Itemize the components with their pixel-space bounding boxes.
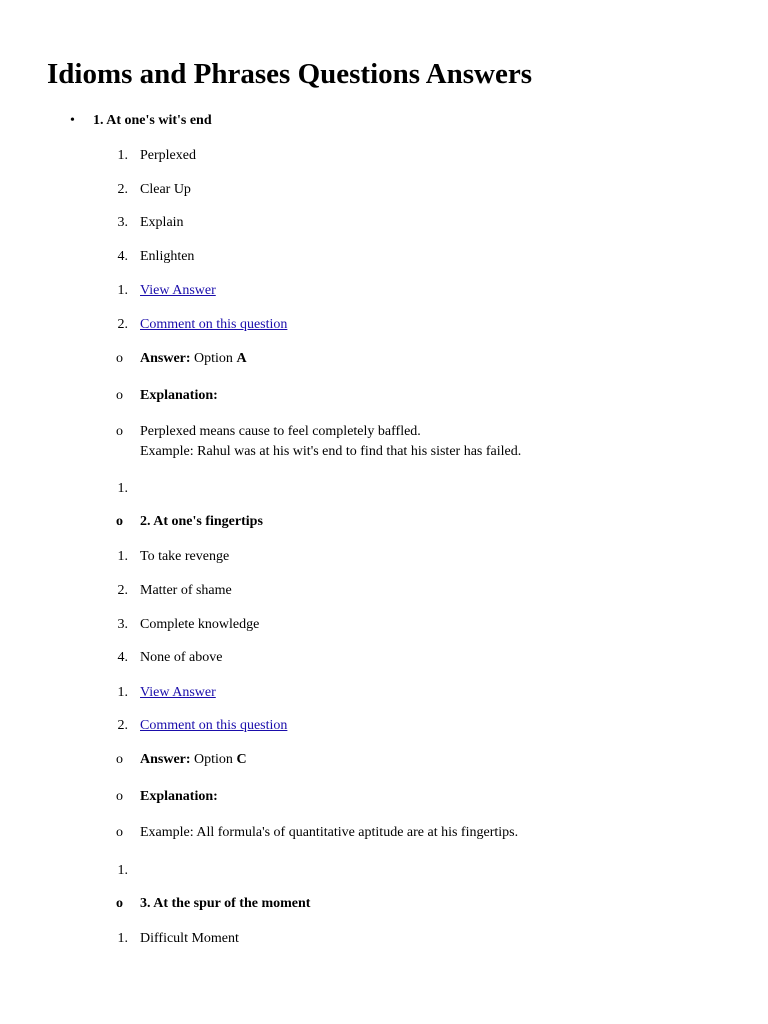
view-answer-link[interactable]: View Answer [140, 685, 216, 700]
list-number: 2. [117, 718, 128, 733]
explanation-label: Explanation: [140, 789, 218, 804]
option-text: Clear Up [140, 182, 191, 197]
question-2-heading: 2. At one's fingertips [140, 514, 263, 529]
circle-bullet: o [116, 388, 123, 403]
bullet-marker: • [70, 113, 75, 128]
comment-link[interactable]: Comment on this question [140, 317, 288, 332]
answer-label: Answer: [140, 752, 191, 767]
explanation-line-1: Perplexed means cause to feel completely baffled. [140, 424, 421, 439]
answer-text: Option [194, 752, 233, 767]
answer-text: Option [194, 351, 233, 366]
option-text: Enlighten [140, 249, 195, 264]
comment-link[interactable]: Comment on this question [140, 718, 288, 733]
circle-bullet: o [116, 514, 123, 529]
page-title: Idioms and Phrases Questions Answers [47, 58, 533, 90]
option-text: Explain [140, 215, 184, 230]
circle-bullet: o [116, 896, 123, 911]
list-number: 2. [117, 583, 128, 598]
list-number: 1. [117, 148, 128, 163]
list-number: 4. [117, 650, 128, 665]
option-text: Matter of shame [140, 583, 232, 598]
circle-bullet: o [116, 752, 123, 767]
list-number: 1. [117, 283, 128, 298]
list-number: 3. [117, 617, 128, 632]
option-text: None of above [140, 650, 223, 665]
list-number: 1. [117, 685, 128, 700]
list-number: 1. [117, 549, 128, 564]
circle-bullet: o [116, 424, 123, 439]
circle-bullet: o [116, 351, 123, 366]
question-1-heading: 1. At one's wit's end [93, 113, 212, 128]
answer-option: A [236, 351, 247, 366]
answer-label: Answer: [140, 351, 191, 366]
answer-option: C [236, 752, 247, 767]
list-number: 1. [117, 931, 128, 946]
answer-line [140, 750, 247, 770]
option-text: To take revenge [140, 549, 230, 564]
list-number: 4. [117, 249, 128, 264]
list-number: 2. [117, 317, 128, 332]
list-number: 1. [117, 863, 128, 878]
view-answer-link[interactable]: View Answer [140, 283, 216, 298]
explanation-line-1: Example: All formula's of quantitative aptitude are at his fingertips. [140, 825, 519, 840]
list-number: 2. [117, 182, 128, 197]
option-text: Difficult Moment [140, 931, 239, 946]
option-text: Perplexed [140, 148, 196, 163]
option-text: Complete knowledge [140, 617, 260, 632]
circle-bullet: o [116, 825, 123, 840]
list-number: 1. [117, 481, 128, 496]
explanation-label: Explanation: [140, 388, 218, 403]
explanation-line-2: Example: Rahul was at his wit's end to find that his sister has failed. [140, 444, 522, 459]
question-3-heading: 3. At the spur of the moment [140, 896, 311, 911]
list-number: 3. [117, 215, 128, 230]
circle-bullet: o [116, 789, 123, 804]
answer-line [140, 349, 247, 369]
